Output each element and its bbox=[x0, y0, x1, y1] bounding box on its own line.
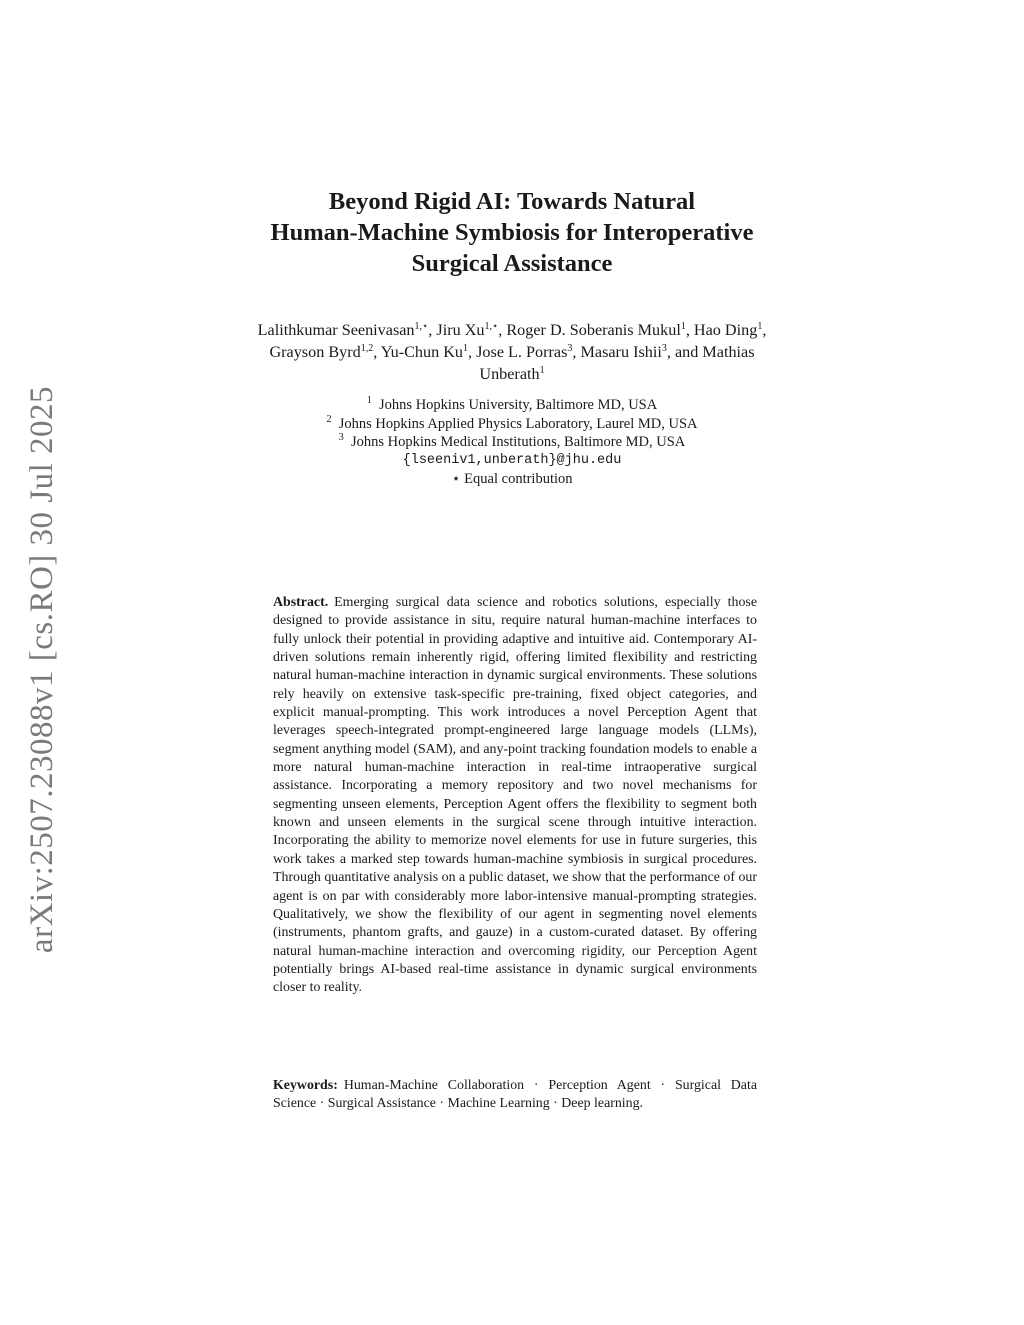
affiliation-number: 1 bbox=[366, 395, 372, 406]
author-affil-mark: 3 bbox=[567, 343, 573, 354]
author-name: Jose L. Porras bbox=[476, 343, 568, 361]
author-affil-mark: 1,⋆ bbox=[484, 321, 499, 332]
author-affil-mark: 1 bbox=[539, 365, 545, 376]
abstract-text: Emerging surgical data science and robotics solutions, especially those designed to provide assistance in situ, require natural human-machine interfaces to fully unlock their potential in providing adaptive and intuitive aid. Contemporary AI-driven solutions remain inherently rigid, offering limited flexibility and restricting natural human-machine interaction in dynamic surgical environments. These solutions rely heavily on extensive task-specific pre-training, fixed object categories, and explicit manual-prompting. This work introduces a novel Perception Agent that leverages speech-integrated prompt-engineered large language models (LLMs), segment anything model (SAM), and any-point tracking foundation models to enable a more natural human-machine interaction in real-time intraoperative surgical assistance. Incorporating a memory repository and two novel mechanisms for segmenting unseen elements, Perception Agent offers the flexibility to segment both known and unseen elements in the surgical scene through intuitive interaction. Incorporating the ability to memorize novel elements for use in future surgeries, this work takes a marked step towards human-machine symbiosis in surgical procedures. Through quantitative analysis on a public dataset, we show that the performance of our agent is on par with considerably more labor-intensive manual-prompting strategies. Qualitatively, we show the flexibility of our agent in segmenting novel elements (instruments, phantom grafts, and gauze) in a custom-curated dataset. By offering natural human-machine interaction and overcoming rigidity, our Perception Agent potentially brings AI-based real-time assistance in dynamic surgical environments closer to reality. bbox=[273, 595, 757, 996]
affiliation-number: 3 bbox=[338, 432, 344, 443]
keywords-text: Human-Machine Collaboration · Perception Agent · Surgical Data Science · Surgical Assistance · Machine Learning · Deep learning. bbox=[273, 1078, 757, 1112]
author-name: Unberath bbox=[479, 365, 540, 383]
affiliation-number: 2 bbox=[326, 413, 332, 425]
affiliation-text: Johns Hopkins Medical Institutions, Baltimore MD, USA bbox=[350, 434, 686, 450]
affiliation-item bbox=[212, 396, 812, 415]
author-affil-mark: 1,2 bbox=[360, 343, 374, 354]
author-emails: {lseeniv1,unberath}@jhu.edu bbox=[402, 452, 622, 468]
affiliation-item bbox=[212, 415, 812, 434]
title-line: Human-Machine Symbiosis for Interoperative bbox=[270, 219, 754, 246]
author-name: Roger D. Soberanis Mukul bbox=[506, 321, 681, 339]
author-name: Yu-Chun Ku bbox=[380, 343, 464, 361]
author-name: and Mathias bbox=[674, 343, 755, 361]
author-line: Lalithkumar Seenivasan$^{1,⋆}$, Jiru $Xu^{1,⋆}$, Roger D. Soberanis Mukul$^1$, Hao Ding$^1$, bbox=[257, 321, 767, 339]
affiliation-list bbox=[212, 396, 812, 489]
affiliation-item bbox=[212, 433, 812, 452]
title-line: Beyond Rigid AI: Towards Natural bbox=[328, 188, 696, 215]
author-name: Hao Ding bbox=[693, 321, 758, 339]
author-affil-mark: 1 bbox=[680, 321, 686, 332]
arxiv-identifier-stamp bbox=[19, 378, 67, 960]
author-name: Grayson Byrd bbox=[269, 343, 361, 361]
arxiv-id-text: arXiv:2507.23088v1 [cs.RO] 30 Jul 2025 bbox=[24, 385, 61, 953]
affiliation-text: Johns Hopkins Applied Physics Laboratory, Laurel MD, USA bbox=[338, 415, 698, 432]
author-affil-mark: 3 bbox=[661, 343, 667, 354]
author-line bbox=[212, 363, 812, 385]
author-affil-mark: 1 bbox=[463, 343, 469, 354]
affiliation-text: Johns Hopkins University, Baltimore MD, USA bbox=[379, 397, 658, 413]
author-name: Lalithkumar Seenivasan bbox=[257, 321, 415, 339]
keywords-block bbox=[273, 1077, 757, 1114]
author-line: Grayson Byrd$^{1,2}$, Yu-Chun Ku$^1$, Jose L. Porras$^3$, Masaru Ishii$^3$, and Mathias bbox=[269, 343, 755, 361]
author-affil-mark: 1,⋆ bbox=[414, 321, 429, 332]
author-affil-mark: 1 bbox=[757, 321, 763, 332]
equal-contribution-note: ⋆ Equal contribution bbox=[451, 471, 573, 487]
title-line: Surgical Assistance bbox=[411, 250, 613, 277]
paper-title bbox=[212, 186, 812, 279]
author-list bbox=[212, 319, 812, 385]
abstract-block bbox=[273, 594, 757, 998]
author-name: Jiru Xu bbox=[436, 321, 485, 339]
abstract-label: Abstract. bbox=[273, 595, 329, 610]
keywords-label: Keywords: bbox=[273, 1078, 338, 1093]
author-name: Masaru Ishii bbox=[580, 343, 662, 361]
